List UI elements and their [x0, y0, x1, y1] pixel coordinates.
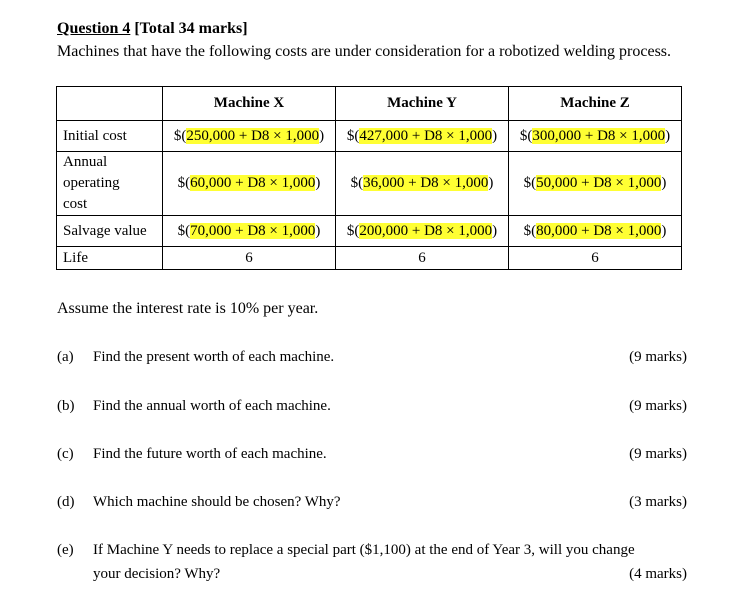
interest-rate-assumption: Assume the interest rate is 10% per year.	[57, 300, 319, 317]
part-a-marks: (9 marks)	[629, 349, 687, 365]
part-e-marks: (4 marks)	[629, 566, 687, 582]
part-b	[57, 397, 687, 415]
part-c	[57, 445, 687, 463]
part-c-letter: (c)	[57, 446, 74, 462]
part-b-text: Find the annual worth of each machine.	[93, 398, 331, 414]
cell-annual-cost-x: $(60,000 + D8 × 1,000)	[163, 152, 336, 216]
question-heading	[57, 20, 248, 38]
part-a-text: Find the present worth of each machine.	[93, 349, 335, 365]
cell-annual-cost-y: $(36,000 + D8 × 1,000)	[336, 152, 509, 216]
cell-annual-cost-z: $(50,000 + D8 × 1,000)	[509, 152, 682, 216]
cell-salvage-z: $(80,000 + D8 × 1,000)	[509, 216, 682, 247]
part-e	[57, 541, 687, 583]
table-row-initial-cost	[57, 121, 682, 152]
part-d-text: Which machine should be chosen? Why?	[93, 494, 341, 510]
question-intro: Machines that have the following costs are under consideration for a robotized welding process.	[57, 43, 672, 60]
cell-initial-cost-y: $(427,000 + D8 × 1,000)	[336, 121, 509, 152]
part-d	[57, 493, 687, 511]
cell-salvage-x: $(70,000 + D8 × 1,000)	[163, 216, 336, 247]
part-d-letter: (d)	[57, 494, 75, 510]
part-d-marks: (3 marks)	[629, 494, 687, 510]
part-e-letter: (e)	[57, 542, 74, 558]
part-a	[57, 348, 687, 366]
row-label-life: Life	[57, 247, 163, 270]
machine-cost-table	[56, 86, 682, 270]
table-corner-cell	[57, 87, 163, 121]
cell-salvage-y: $(200,000 + D8 × 1,000)	[336, 216, 509, 247]
table-header-row	[57, 87, 682, 121]
part-a-letter: (a)	[57, 349, 74, 365]
part-b-letter: (b)	[57, 398, 75, 414]
part-e-text-line2: your decision? Why?	[93, 566, 221, 582]
part-c-text: Find the future worth of each machine.	[93, 446, 327, 462]
cell-life-x: 6	[163, 247, 336, 270]
part-c-marks: (9 marks)	[629, 446, 687, 462]
row-label-initial-cost: Initial cost	[57, 121, 163, 152]
part-b-marks: (9 marks)	[629, 398, 687, 414]
table-row-salvage-value	[57, 216, 682, 247]
row-label-salvage-value: Salvage value	[57, 216, 163, 247]
table-row-annual-operating-cost	[57, 152, 682, 216]
part-e-text-line1: If Machine Y needs to replace a special part ($1,100) at the end of Year 3, will you change	[93, 542, 635, 558]
table-row-life	[57, 247, 682, 270]
row-label-annual-operating-cost: Annual operating cost	[57, 152, 163, 216]
cell-initial-cost-x: $(250,000 + D8 × 1,000)	[163, 121, 336, 152]
cell-life-y: 6	[336, 247, 509, 270]
column-header-machine-z: Machine Z	[509, 87, 682, 121]
question-total-marks: [Total 34 marks]	[134, 20, 248, 37]
column-header-machine-y: Machine Y	[336, 87, 509, 121]
question-number: Question 4	[57, 20, 131, 37]
cell-life-z: 6	[509, 247, 682, 270]
column-header-machine-x: Machine X	[163, 87, 336, 121]
cell-initial-cost-z: $(300,000 + D8 × 1,000)	[509, 121, 682, 152]
